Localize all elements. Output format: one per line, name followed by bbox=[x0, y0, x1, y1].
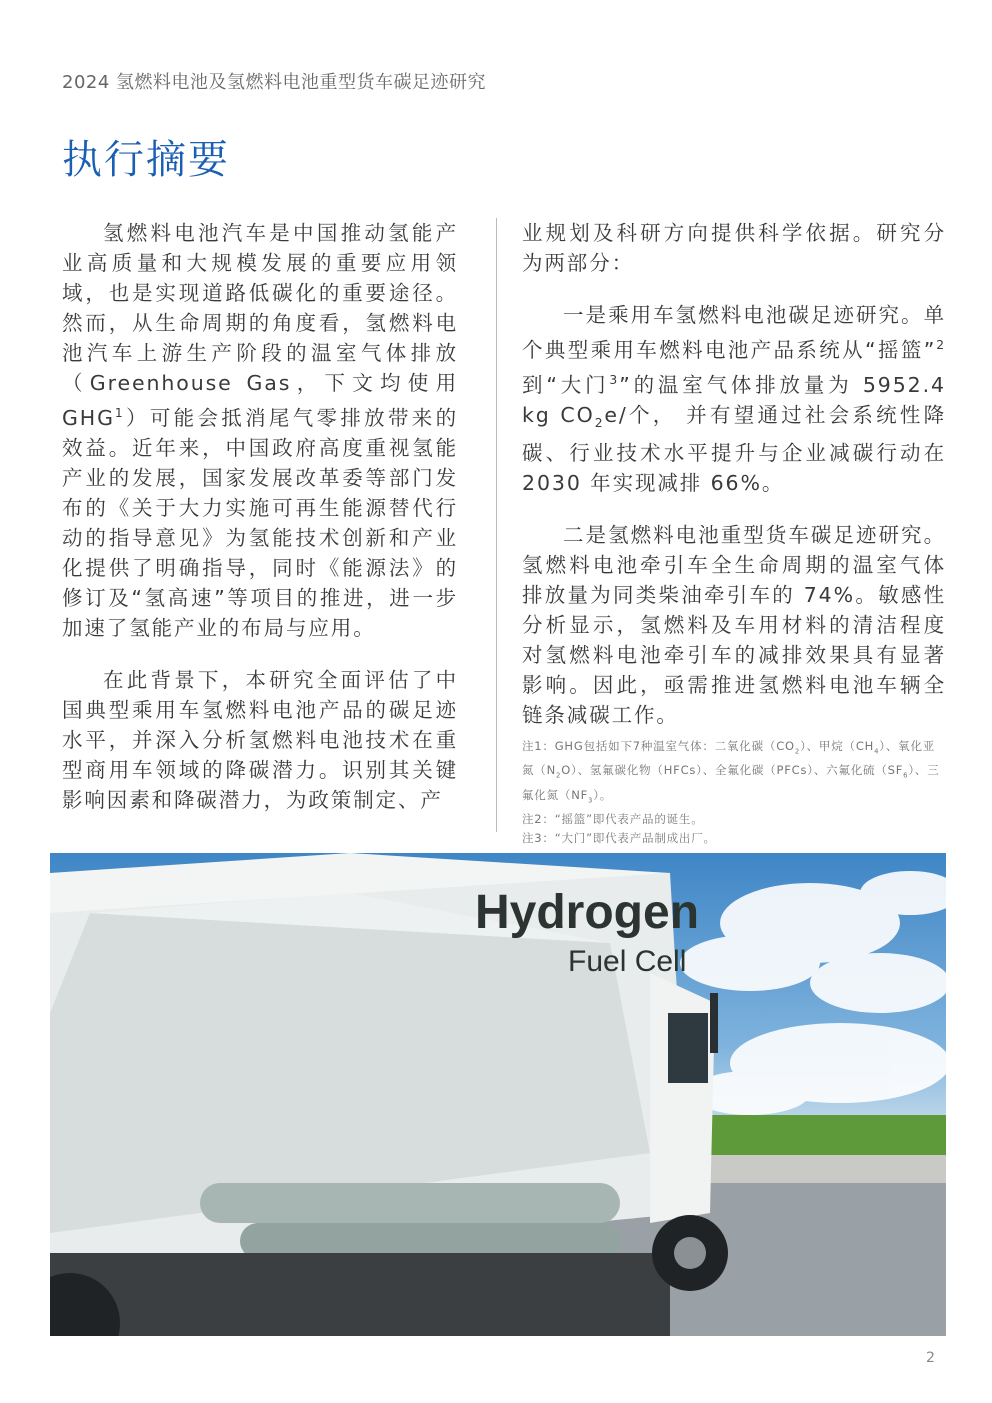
paragraph: 二是氢燃料电池重型货车碳足迹研究。氢燃料电池牵引车全生命周期的温室气体排放量为同类柴油牵引车的 74%。敏感性分析显示，氢燃料及车用材料的清洁程度对氢燃料电池牵引车的减排效果具有显著影响。因此，亟需推进氢燃料电池车辆全链条减碳工作。 bbox=[522, 522, 946, 727]
left-column bbox=[62, 218, 458, 837]
hydrogen-tank bbox=[200, 1183, 620, 1223]
chassis bbox=[50, 1253, 670, 1336]
footnote-1: 注1：GHG包括如下7种温室气体：二氧化碳$(CO_2)$、甲烷$(CH_4)$、氧化亚氮$(N_2O)$、氢氟碳化物（HFCs）、全氟化碳（PFCs）、六氟化硫$(SF_6)$、三氟化氮$(NF_3)$。 bbox=[522, 739, 940, 804]
mirror bbox=[710, 993, 718, 1053]
paragraph-text: 到“大门 bbox=[522, 372, 610, 397]
truck-cabin bbox=[650, 973, 715, 1223]
cabin-window bbox=[668, 1013, 708, 1083]
footnote-3: 注3：“大门”即代表产品制成出厂。 bbox=[522, 830, 716, 845]
paragraph-text: e/个， 并有望通过社会系统性降碳、行业技术水平提升与企业减碳行动在 2030 年实现减排 66%。 bbox=[522, 402, 946, 495]
clouds bbox=[680, 871, 946, 1115]
brand-main: Hydrogen bbox=[475, 886, 700, 939]
footnote-ref: 1 bbox=[114, 406, 125, 420]
subscript: 2 bbox=[594, 415, 605, 430]
truck-illustration bbox=[50, 853, 946, 1336]
section-title: 执行摘要 bbox=[62, 137, 230, 183]
paragraph-text: ”的温室气体排放量为 5952.4 kg CO bbox=[522, 372, 946, 427]
footnote-ref: 2 bbox=[936, 338, 946, 352]
paragraph bbox=[62, 218, 458, 643]
paragraph: 在此背景下，本研究全面评估了中国典型乘用车氢燃料电池产品的碳足迹水平，并深入分析氢燃料电池技术在重型商用车领域的降碳潜力。识别其关键影响因素和降碳潜力，为政策制定、产 bbox=[62, 667, 458, 812]
running-title: 2024 氢燃料电池及氢燃料电池重型货车碳足迹研究 bbox=[62, 72, 487, 93]
hydrogen-truck-photo bbox=[50, 853, 946, 1336]
column-divider bbox=[496, 218, 497, 832]
right-column bbox=[522, 218, 946, 752]
footnote-2: 注2：“摇篮”即代表产品的诞生。 bbox=[522, 811, 704, 826]
footnote-ref: 3 bbox=[609, 372, 620, 387]
page-number: 2 bbox=[926, 1350, 935, 1366]
paragraph-text: ）可能会抵消尾气零排放带来的效益。近年来，中国政府高度重视氢能产业的发展，国家发展改革委等部门发布的《关于大力实施可再生能源替代行动的指导意见》为氢能技术创新和产业化提供了明确指导，同时《能源法》的修订及“氢高速”等项目的推进，进一步加速了氢能产业的布局与应用。 bbox=[62, 405, 458, 640]
paragraph-text: 氢燃料电池汽车是中国推动氢能产业高质量和大规模发展的重要应用领域，也是实现道路低碳化的重要途径。然而，从生命周期的角度看，氢燃料电池汽车上游生产阶段的温室气体排放（Greenhouse Gas，下文均使用GHG bbox=[62, 221, 458, 430]
paragraph bbox=[522, 300, 946, 498]
brand-sub: Fuel Cell bbox=[568, 945, 687, 978]
footnotes bbox=[522, 737, 946, 848]
paragraph: 业规划及科研方向提供科学依据。研究分为两部分： bbox=[522, 221, 946, 275]
paragraph-text: 一是乘用车氢燃料电池碳足迹研究。单个典型乘用车燃料电池产品系统从“摇篮” bbox=[522, 303, 946, 362]
